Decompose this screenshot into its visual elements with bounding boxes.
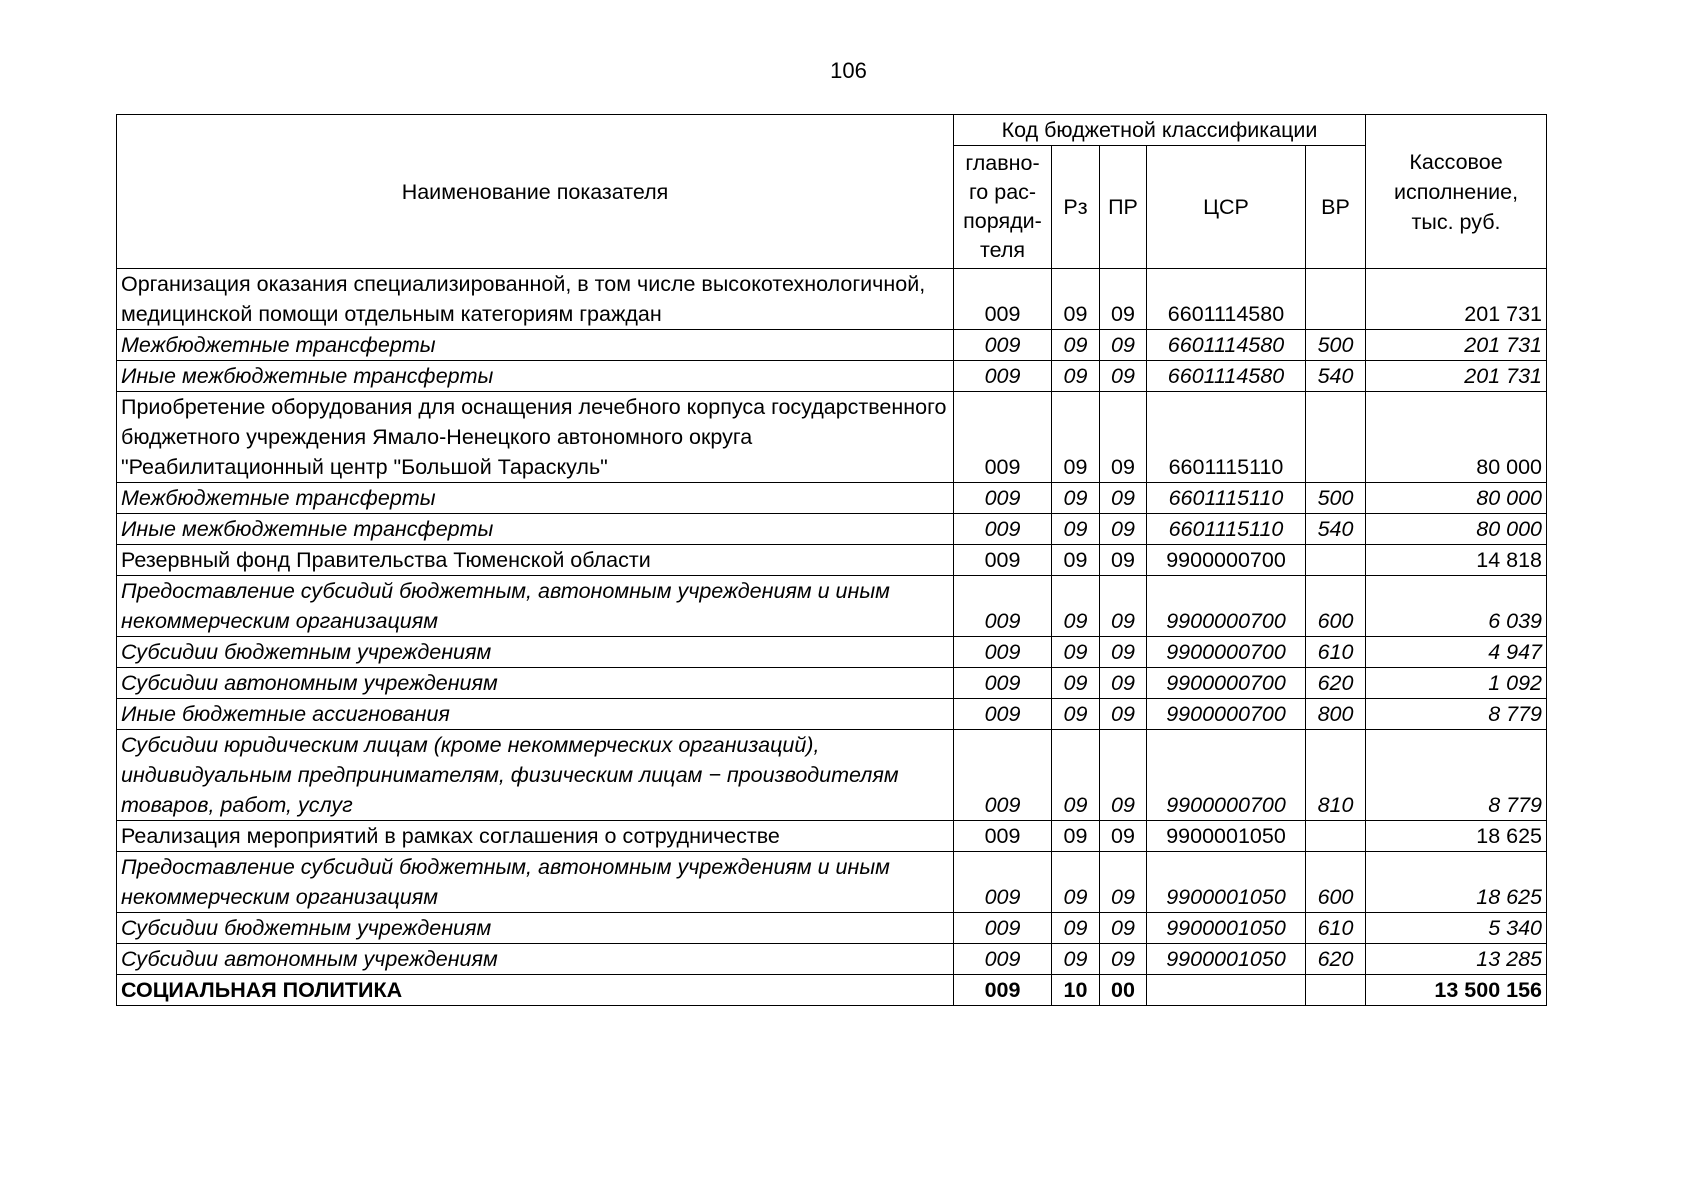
cell-rz: 09 xyxy=(1052,668,1100,699)
cell-name: Субсидии юридическим лицам (кроме некоммерческих организаций), индивидуальным предпринимателям, физическим лицам − производителям товаров, работ, услуг xyxy=(117,730,954,821)
table-row xyxy=(117,821,1547,852)
cell-gl: 009 xyxy=(954,330,1052,361)
table-row xyxy=(117,668,1547,699)
cell-sum: 201 731 xyxy=(1366,330,1547,361)
cell-pr: 09 xyxy=(1100,545,1147,576)
cell-pr: 09 xyxy=(1100,913,1147,944)
table-row xyxy=(117,483,1547,514)
table-row xyxy=(117,637,1547,668)
table-row xyxy=(117,545,1547,576)
cell-pr: 09 xyxy=(1100,637,1147,668)
cell-csr: 9900000700 xyxy=(1147,545,1306,576)
cell-vr: 600 xyxy=(1306,576,1366,637)
cell-csr: 6601114580 xyxy=(1147,330,1306,361)
cell-rz: 09 xyxy=(1052,699,1100,730)
cell-vr xyxy=(1306,545,1366,576)
cell-vr xyxy=(1306,821,1366,852)
cell-gl: 009 xyxy=(954,514,1052,545)
cell-sum: 18 625 xyxy=(1366,852,1547,913)
cell-sum: 1 092 xyxy=(1366,668,1547,699)
header-rz: Рз xyxy=(1052,146,1100,269)
cell-pr: 09 xyxy=(1100,699,1147,730)
cell-csr: 9900000700 xyxy=(1147,637,1306,668)
cell-sum: 13 500 156 xyxy=(1366,975,1547,1006)
cell-gl: 009 xyxy=(954,576,1052,637)
header-name: Наименование показателя xyxy=(117,115,954,269)
cell-csr: 9900000700 xyxy=(1147,668,1306,699)
budget-table xyxy=(116,114,1547,1006)
table-row xyxy=(117,699,1547,730)
cell-csr: 9900001050 xyxy=(1147,821,1306,852)
cell-sum: 5 340 xyxy=(1366,913,1547,944)
cell-gl: 009 xyxy=(954,699,1052,730)
page-number: 106 xyxy=(830,58,867,83)
cell-sum: 8 779 xyxy=(1366,730,1547,821)
cell-rz: 09 xyxy=(1052,392,1100,483)
cell-csr: 9900000700 xyxy=(1147,699,1306,730)
cell-vr: 610 xyxy=(1306,637,1366,668)
cell-pr: 09 xyxy=(1100,361,1147,392)
cell-gl: 009 xyxy=(954,975,1052,1006)
cell-sum: 80 000 xyxy=(1366,514,1547,545)
cell-vr xyxy=(1306,269,1366,330)
cell-gl: 009 xyxy=(954,483,1052,514)
table-row xyxy=(117,944,1547,975)
header-gl: главно-го рас-поряди-теля xyxy=(954,146,1052,269)
cell-rz: 09 xyxy=(1052,545,1100,576)
cell-pr: 09 xyxy=(1100,576,1147,637)
cell-gl: 009 xyxy=(954,730,1052,821)
table-row xyxy=(117,269,1547,330)
cell-name: СОЦИАЛЬНАЯ ПОЛИТИКА xyxy=(117,975,954,1006)
cell-csr: 6601115110 xyxy=(1147,392,1306,483)
cell-rz: 10 xyxy=(1052,975,1100,1006)
cell-vr: 600 xyxy=(1306,852,1366,913)
cell-rz: 09 xyxy=(1052,483,1100,514)
table-row xyxy=(117,975,1547,1006)
cell-rz: 09 xyxy=(1052,821,1100,852)
header-csr: ЦСР xyxy=(1147,146,1306,269)
header-sum: Кассовое исполнение, тыс. руб. xyxy=(1366,115,1547,269)
cell-csr: 6601115110 xyxy=(1147,483,1306,514)
cell-name: Резервный фонд Правительства Тюменской области xyxy=(117,545,954,576)
cell-sum: 201 731 xyxy=(1366,269,1547,330)
cell-sum: 6 039 xyxy=(1366,576,1547,637)
table-body xyxy=(117,269,1547,1006)
cell-csr: 6601115110 xyxy=(1147,514,1306,545)
cell-rz: 09 xyxy=(1052,330,1100,361)
cell-rz: 09 xyxy=(1052,576,1100,637)
cell-pr: 09 xyxy=(1100,483,1147,514)
table-row xyxy=(117,852,1547,913)
cell-csr: 6601114580 xyxy=(1147,361,1306,392)
table-row xyxy=(117,392,1547,483)
cell-rz: 09 xyxy=(1052,514,1100,545)
table-row xyxy=(117,514,1547,545)
cell-gl: 009 xyxy=(954,545,1052,576)
cell-vr: 500 xyxy=(1306,330,1366,361)
cell-pr: 09 xyxy=(1100,852,1147,913)
cell-name: Предоставление субсидий бюджетным, автономным учреждениям и иным некоммерческим организациям xyxy=(117,576,954,637)
header-code-group: Код бюджетной классификации xyxy=(954,115,1366,146)
cell-name: Межбюджетные трансферты xyxy=(117,483,954,514)
cell-name: Субсидии автономным учреждениям xyxy=(117,944,954,975)
cell-name: Субсидии автономным учреждениям xyxy=(117,668,954,699)
cell-csr: 6601114580 xyxy=(1147,269,1306,330)
cell-csr: 9900000700 xyxy=(1147,730,1306,821)
cell-gl: 009 xyxy=(954,637,1052,668)
cell-rz: 09 xyxy=(1052,913,1100,944)
cell-csr xyxy=(1147,975,1306,1006)
cell-name: Межбюджетные трансферты xyxy=(117,330,954,361)
cell-sum: 201 731 xyxy=(1366,361,1547,392)
header-pr: ПР xyxy=(1100,146,1147,269)
table-row xyxy=(117,361,1547,392)
cell-vr xyxy=(1306,392,1366,483)
cell-sum: 13 285 xyxy=(1366,944,1547,975)
table-row xyxy=(117,913,1547,944)
cell-rz: 09 xyxy=(1052,730,1100,821)
cell-pr: 09 xyxy=(1100,668,1147,699)
cell-rz: 09 xyxy=(1052,637,1100,668)
cell-gl: 009 xyxy=(954,913,1052,944)
cell-name: Иные межбюджетные трансферты xyxy=(117,514,954,545)
cell-csr: 9900001050 xyxy=(1147,913,1306,944)
cell-csr: 9900001050 xyxy=(1147,944,1306,975)
cell-gl: 009 xyxy=(954,944,1052,975)
cell-vr: 620 xyxy=(1306,944,1366,975)
cell-gl: 009 xyxy=(954,668,1052,699)
cell-csr: 9900000700 xyxy=(1147,576,1306,637)
cell-sum: 80 000 xyxy=(1366,392,1547,483)
cell-name: Предоставление субсидий бюджетным, автономным учреждениям и иным некоммерческим организациям xyxy=(117,852,954,913)
cell-vr xyxy=(1306,975,1366,1006)
table-header xyxy=(117,115,1547,269)
cell-name: Субсидии бюджетным учреждениям xyxy=(117,637,954,668)
cell-rz: 09 xyxy=(1052,361,1100,392)
cell-pr: 09 xyxy=(1100,392,1147,483)
cell-pr: 00 xyxy=(1100,975,1147,1006)
cell-sum: 14 818 xyxy=(1366,545,1547,576)
cell-name: Иные бюджетные ассигнования xyxy=(117,699,954,730)
cell-pr: 09 xyxy=(1100,730,1147,821)
cell-gl: 009 xyxy=(954,392,1052,483)
table-row xyxy=(117,730,1547,821)
cell-vr: 540 xyxy=(1306,514,1366,545)
cell-sum: 8 779 xyxy=(1366,699,1547,730)
cell-name: Реализация мероприятий в рамках соглашения о сотрудничестве xyxy=(117,821,954,852)
cell-pr: 09 xyxy=(1100,330,1147,361)
cell-rz: 09 xyxy=(1052,269,1100,330)
cell-name: Приобретение оборудования для оснащения лечебного корпуса государственного бюджетного учреждения Ямало-Ненецкого автономного округа "Реабилитационный центр "Большой Тараскуль" xyxy=(117,392,954,483)
cell-gl: 009 xyxy=(954,361,1052,392)
cell-name: Иные межбюджетные трансферты xyxy=(117,361,954,392)
table-row xyxy=(117,576,1547,637)
cell-rz: 09 xyxy=(1052,944,1100,975)
cell-vr: 800 xyxy=(1306,699,1366,730)
cell-vr: 620 xyxy=(1306,668,1366,699)
cell-sum: 4 947 xyxy=(1366,637,1547,668)
cell-csr: 9900001050 xyxy=(1147,852,1306,913)
cell-name: Субсидии бюджетным учреждениям xyxy=(117,913,954,944)
cell-pr: 09 xyxy=(1100,269,1147,330)
cell-gl: 009 xyxy=(954,821,1052,852)
table-row xyxy=(117,330,1547,361)
cell-pr: 09 xyxy=(1100,944,1147,975)
cell-pr: 09 xyxy=(1100,514,1147,545)
header-vr: ВР xyxy=(1306,146,1366,269)
cell-sum: 80 000 xyxy=(1366,483,1547,514)
cell-vr: 540 xyxy=(1306,361,1366,392)
cell-rz: 09 xyxy=(1052,852,1100,913)
cell-vr: 610 xyxy=(1306,913,1366,944)
cell-name: Организация оказания специализированной, в том числе высокотехнологичной, медицинской помощи отдельным категориям граждан xyxy=(117,269,954,330)
cell-vr: 500 xyxy=(1306,483,1366,514)
cell-sum: 18 625 xyxy=(1366,821,1547,852)
cell-gl: 009 xyxy=(954,269,1052,330)
cell-gl: 009 xyxy=(954,852,1052,913)
cell-pr: 09 xyxy=(1100,821,1147,852)
cell-vr: 810 xyxy=(1306,730,1366,821)
